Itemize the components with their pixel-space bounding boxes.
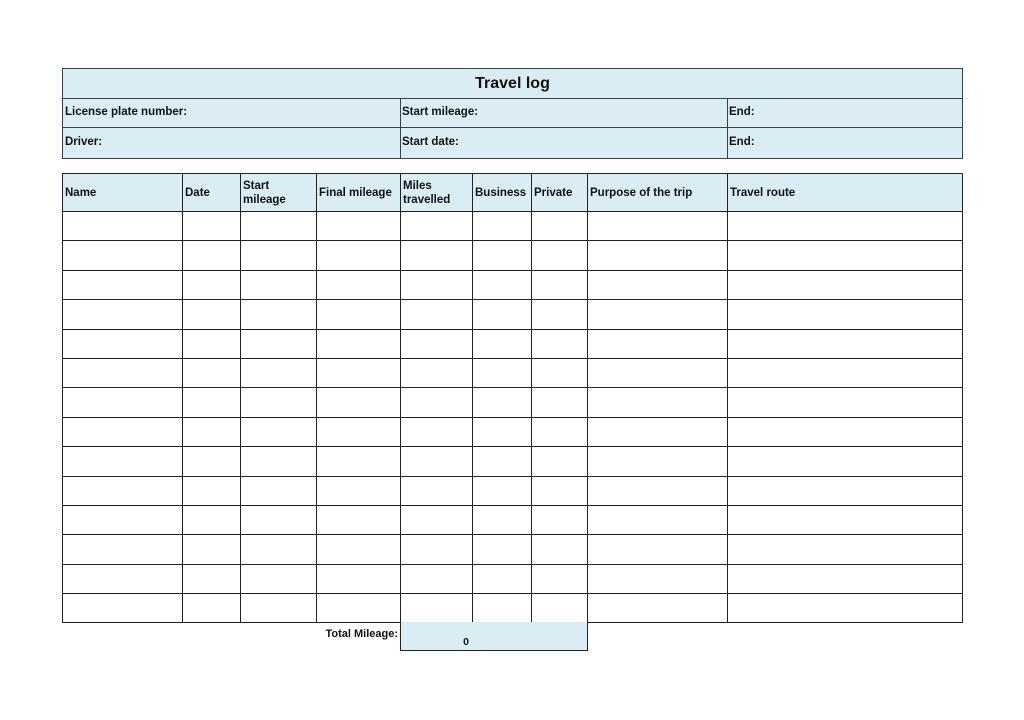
cell-date[interactable]: [183, 564, 241, 593]
cell-name[interactable]: [63, 329, 183, 358]
cell-start-mileage[interactable]: [241, 241, 317, 270]
cell-private[interactable]: [532, 594, 588, 623]
cell-purpose[interactable]: [588, 476, 728, 505]
cell-private[interactable]: [532, 358, 588, 387]
cell-miles-travelled[interactable]: [401, 300, 473, 329]
document-title: Travel log: [475, 75, 550, 92]
cell-route[interactable]: [728, 447, 963, 476]
cell-private[interactable]: [532, 505, 588, 534]
cell-route[interactable]: [728, 241, 963, 270]
table-row: [63, 300, 963, 329]
cell-start-mileage[interactable]: [241, 212, 317, 241]
cell-date[interactable]: [183, 212, 241, 241]
cell-purpose[interactable]: [588, 388, 728, 417]
cell-start-mileage[interactable]: [241, 417, 317, 446]
cell-business[interactable]: [473, 241, 532, 270]
cell-name[interactable]: [63, 300, 183, 329]
cell-private[interactable]: [532, 270, 588, 299]
cell-purpose[interactable]: [588, 241, 728, 270]
column-header-date: Date: [183, 174, 241, 212]
cell-business[interactable]: [473, 447, 532, 476]
table-row: [63, 241, 963, 270]
cell-start-mileage[interactable]: [241, 358, 317, 387]
cell-date[interactable]: [183, 388, 241, 417]
cell-miles-travelled[interactable]: [401, 535, 473, 564]
cell-business[interactable]: [473, 329, 532, 358]
cell-purpose[interactable]: [588, 505, 728, 534]
driver-field[interactable]: Driver:: [65, 136, 103, 148]
cell-route[interactable]: [728, 212, 963, 241]
cell-purpose[interactable]: [588, 270, 728, 299]
cell-name[interactable]: [63, 476, 183, 505]
cell-private[interactable]: [532, 329, 588, 358]
cell-start-mileage[interactable]: [241, 594, 317, 623]
table-row: [63, 594, 963, 623]
cell-miles-travelled[interactable]: [401, 564, 473, 593]
cell-route[interactable]: [728, 505, 963, 534]
cell-final-mileage[interactable]: [317, 270, 401, 299]
cell-miles-travelled[interactable]: [401, 476, 473, 505]
cell-route[interactable]: [728, 535, 963, 564]
cell-business[interactable]: [473, 388, 532, 417]
cell-final-mileage[interactable]: [317, 417, 401, 446]
divider: [727, 98, 728, 158]
cell-route[interactable]: [728, 300, 963, 329]
cell-private[interactable]: [532, 417, 588, 446]
cell-name[interactable]: [63, 270, 183, 299]
cell-miles-travelled[interactable]: [401, 594, 473, 623]
cell-final-mileage[interactable]: [317, 476, 401, 505]
cell-purpose[interactable]: [588, 329, 728, 358]
cell-business[interactable]: [473, 505, 532, 534]
cell-name[interactable]: [63, 535, 183, 564]
cell-purpose[interactable]: [588, 358, 728, 387]
cell-name[interactable]: [63, 505, 183, 534]
cell-private[interactable]: [532, 300, 588, 329]
table-row: [63, 564, 963, 593]
cell-start-mileage[interactable]: [241, 476, 317, 505]
cell-date[interactable]: [183, 300, 241, 329]
cell-purpose[interactable]: [588, 447, 728, 476]
cell-final-mileage[interactable]: [317, 594, 401, 623]
cell-private[interactable]: [532, 447, 588, 476]
cell-date[interactable]: [183, 241, 241, 270]
cell-private[interactable]: [532, 564, 588, 593]
total-miles-value: 0: [463, 636, 469, 648]
cell-start-mileage[interactable]: [241, 329, 317, 358]
end-date-field[interactable]: End:: [729, 136, 755, 148]
cell-start-mileage[interactable]: [241, 505, 317, 534]
divider: [400, 98, 401, 158]
cell-private[interactable]: [532, 212, 588, 241]
cell-name[interactable]: [63, 564, 183, 593]
table-row: [63, 417, 963, 446]
cell-business[interactable]: [473, 300, 532, 329]
cell-miles-travelled[interactable]: [401, 358, 473, 387]
table-row: [63, 212, 963, 241]
license-plate-field[interactable]: License plate number:: [65, 106, 188, 118]
cell-purpose[interactable]: [588, 212, 728, 241]
cell-name[interactable]: [63, 241, 183, 270]
total-miles-cell: [400, 622, 473, 651]
cell-name[interactable]: [63, 594, 183, 623]
cell-private[interactable]: [532, 388, 588, 417]
cell-purpose[interactable]: [588, 594, 728, 623]
column-header-private: Private: [532, 174, 588, 212]
column-header-miles-travelled: Miles travelled: [401, 174, 473, 212]
cell-date[interactable]: [183, 417, 241, 446]
table-row: [63, 329, 963, 358]
cell-start-mileage[interactable]: [241, 270, 317, 299]
cell-name[interactable]: [63, 212, 183, 241]
total-mileage-label: Total Mileage:: [325, 628, 398, 640]
end-mileage-field[interactable]: End:: [729, 106, 755, 118]
cell-business[interactable]: [473, 476, 532, 505]
table-row: [63, 358, 963, 387]
cell-route[interactable]: [728, 564, 963, 593]
cell-final-mileage[interactable]: [317, 564, 401, 593]
cell-route[interactable]: [728, 388, 963, 417]
cell-purpose[interactable]: [588, 535, 728, 564]
cell-final-mileage[interactable]: [317, 535, 401, 564]
cell-route[interactable]: [728, 329, 963, 358]
cell-miles-travelled[interactable]: [401, 212, 473, 241]
column-header-start-mileage: Start mileage: [241, 174, 317, 212]
column-header-purpose: Purpose of the trip: [588, 174, 728, 212]
start-mileage-field[interactable]: Start mileage:: [402, 106, 479, 118]
cell-date[interactable]: [183, 270, 241, 299]
cell-name[interactable]: [63, 417, 183, 446]
header-box: [62, 68, 963, 159]
cell-start-mileage[interactable]: [241, 388, 317, 417]
cell-date[interactable]: [183, 476, 241, 505]
cell-miles-travelled[interactable]: [401, 447, 473, 476]
cell-final-mileage[interactable]: [317, 212, 401, 241]
cell-miles-travelled[interactable]: [401, 241, 473, 270]
table-row: [63, 447, 963, 476]
table-row: [63, 505, 963, 534]
cell-date[interactable]: [183, 505, 241, 534]
column-header-business: Business: [473, 174, 532, 212]
total-business-cell: [472, 622, 532, 651]
column-header-final-mileage: Final mileage: [317, 174, 401, 212]
table-row: [63, 476, 963, 505]
column-header-name: Name: [63, 174, 183, 212]
cell-private[interactable]: [532, 241, 588, 270]
cell-final-mileage[interactable]: [317, 447, 401, 476]
cell-date[interactable]: [183, 329, 241, 358]
cell-date[interactable]: [183, 594, 241, 623]
total-private-cell: [531, 622, 588, 651]
cell-miles-travelled[interactable]: [401, 388, 473, 417]
cell-miles-travelled[interactable]: [401, 270, 473, 299]
cell-final-mileage[interactable]: [317, 329, 401, 358]
table-row: [63, 270, 963, 299]
cell-purpose[interactable]: [588, 417, 728, 446]
cell-route[interactable]: [728, 594, 963, 623]
cell-final-mileage[interactable]: [317, 505, 401, 534]
cell-date[interactable]: [183, 535, 241, 564]
cell-final-mileage[interactable]: [317, 241, 401, 270]
cell-start-mileage[interactable]: [241, 564, 317, 593]
cell-start-mileage[interactable]: [241, 447, 317, 476]
cell-miles-travelled[interactable]: [401, 505, 473, 534]
cell-business[interactable]: [473, 212, 532, 241]
cell-miles-travelled[interactable]: [401, 417, 473, 446]
table-row: [63, 535, 963, 564]
cell-route[interactable]: [728, 270, 963, 299]
cell-miles-travelled[interactable]: [401, 329, 473, 358]
cell-private[interactable]: [532, 535, 588, 564]
cell-route[interactable]: [728, 417, 963, 446]
cell-business[interactable]: [473, 417, 532, 446]
table-row: [63, 388, 963, 417]
cell-final-mileage[interactable]: [317, 358, 401, 387]
cell-final-mileage[interactable]: [317, 388, 401, 417]
column-header-route: Travel route: [728, 174, 963, 212]
cell-date[interactable]: [183, 447, 241, 476]
cell-business[interactable]: [473, 270, 532, 299]
cell-business[interactable]: [473, 594, 532, 623]
cell-purpose[interactable]: [588, 564, 728, 593]
cell-route[interactable]: [728, 358, 963, 387]
cell-business[interactable]: [473, 535, 532, 564]
cell-name[interactable]: [63, 358, 183, 387]
cell-business[interactable]: [473, 564, 532, 593]
cell-route[interactable]: [728, 476, 963, 505]
start-date-field[interactable]: Start date:: [402, 136, 459, 148]
cell-business[interactable]: [473, 358, 532, 387]
cell-private[interactable]: [532, 476, 588, 505]
cell-purpose[interactable]: [588, 300, 728, 329]
cell-final-mileage[interactable]: [317, 300, 401, 329]
cell-start-mileage[interactable]: [241, 300, 317, 329]
cell-name[interactable]: [63, 388, 183, 417]
table-header-row: [63, 174, 963, 212]
travel-log-table: [62, 173, 963, 623]
cell-date[interactable]: [183, 358, 241, 387]
cell-name[interactable]: [63, 447, 183, 476]
cell-start-mileage[interactable]: [241, 535, 317, 564]
